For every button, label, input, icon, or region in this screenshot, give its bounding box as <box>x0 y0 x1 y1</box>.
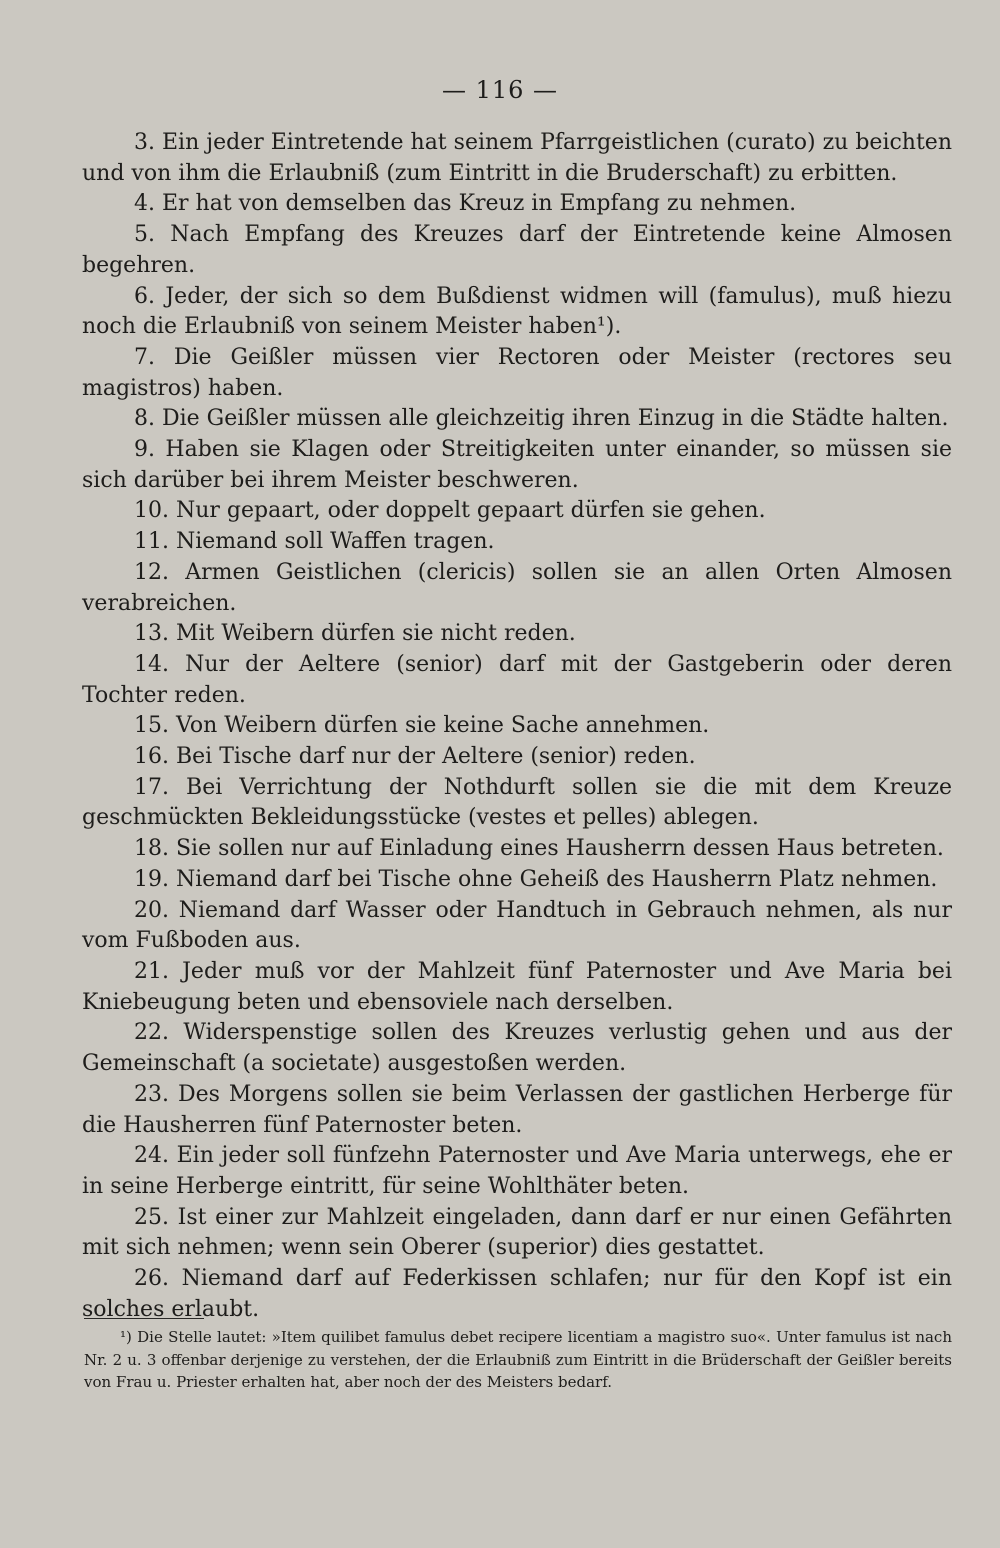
rule-item: 4. Er hat von demselben das Kreuz in Empfang zu nehmen. <box>134 191 797 217</box>
rule-item: 3. Ein jeder Eintretende hat seinem Pfarrgeistlichen (curato) zu beichten und von ihm die Erlaubniß (zum Eintritt in die Bruderschaft) zu erbitten. <box>82 130 952 186</box>
rule-item: 17. Bei Verrichtung der Nothdurft sollen sie die mit dem Kreuze geschmückten Bekleidungsstücke (vestes et pelles) ablegen. <box>82 774 952 831</box>
rule-item: 11. Niemand soll Waffen tragen. <box>134 529 495 555</box>
rule-item: 22. Widerspenstige sollen des Kreuzes verlustig gehen und aus der Gemeinschaft (a societate) ausgestoßen werden. <box>82 1020 952 1077</box>
rule-item: 23. Des Morgens sollen sie beim Verlassen der gastlichen Herberge für die Hausherren fünf Paternoster beten. <box>82 1081 952 1138</box>
rule-item: 26. Niemand darf auf Federkissen schlafen; nur für den Kopf ist ein solches erlaubt. <box>82 1266 952 1322</box>
footnote: ¹) Die Stelle lautet: »Item quilibet famulus debet recipere licentiam a magistro suo«. Unter famulus ist nach Nr. 2 u. 3 offenbar derjenige zu verstehen, der die Erlaubniß zum Eintritt in die Brüderschaft der Geißler bereits von Frau u. Priester erhalten hat, aber noch der des Meisters bedarf. <box>84 1328 952 1391</box>
rule-item: 18. Sie sollen nur auf Einladung eines Hausherrn dessen Haus betreten. <box>134 836 944 862</box>
rule-item: 10. Nur gepaart, oder doppelt gepaart dürfen sie gehen. <box>134 498 766 524</box>
rule-item: 6. Jeder, der sich so dem Bußdienst widmen will (famulus), muß hiezu noch die Erlaubniß von seinem Meister haben¹). <box>82 283 952 340</box>
rule-item: 24. Ein jeder soll fünfzehn Paternoster und Ave Maria unterwegs, ehe er in seine Herberge eintritt, für seine Wohlthäter beten. <box>82 1143 952 1199</box>
rule-item: 21. Jeder muß vor der Mahlzeit fünf Paternoster und Ave Maria bei Kniebeugung beten und ebensoviele nach derselben. <box>82 958 952 1015</box>
rule-item: 9. Haben sie Klagen oder Streitigkeiten unter einander, so müssen sie sich darüber bei ihrem Meister beschweren. <box>82 437 952 493</box>
footnote-divider <box>84 1318 204 1319</box>
rule-item: 13. Mit Weibern dürfen sie nicht reden. <box>134 621 576 647</box>
rule-item: 19. Niemand darf bei Tische ohne Geheiß des Hausherrn Platz nehmen. <box>134 866 938 892</box>
rule-item: 25. Ist einer zur Mahlzeit eingeladen, dann darf er nur einen Gefährten mit sich nehmen; wenn sein Oberer (superior) dies gestattet. <box>82 1204 952 1261</box>
rule-item: 8. Die Geißler müssen alle gleichzeitig ihren Einzug in die Städte halten. <box>134 406 949 432</box>
rule-item: 12. Armen Geistlichen (clericis) sollen sie an allen Orten Almosen verabreichen. <box>82 559 952 616</box>
rule-item: 20. Niemand darf Wasser oder Handtuch in Gebrauch nehmen, als nur vom Fußboden aus. <box>82 897 952 954</box>
rule-item: 16. Bei Tische darf nur der Aeltere (senior) reden. <box>134 744 696 770</box>
page-number: — 116 — <box>441 76 559 104</box>
rules-list <box>82 128 952 1325</box>
rule-item: 7. Die Geißler müssen vier Rectoren oder Meister (rectores seu magistros) haben. <box>82 344 952 401</box>
rule-item: 15. Von Weibern dürfen sie keine Sache annehmen. <box>134 713 710 739</box>
rule-item: 5. Nach Empfang des Kreuzes darf der Eintretende keine Almosen begehren. <box>82 222 952 278</box>
rule-item: 14. Nur der Aeltere (senior) darf mit der Gastgeberin oder deren Tochter reden. <box>82 651 952 708</box>
